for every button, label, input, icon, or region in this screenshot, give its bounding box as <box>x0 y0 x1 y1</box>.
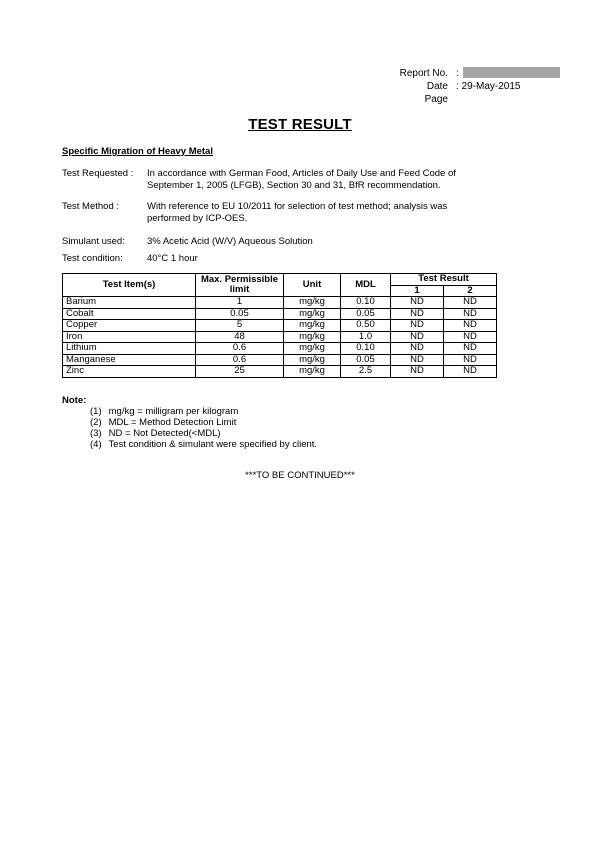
cell-limit: 5 <box>196 320 284 332</box>
cell-mdl: 0.05 <box>341 308 391 320</box>
to-be-continued: ***TO BE CONTINUED*** <box>245 470 355 481</box>
cell-item: Iron <box>63 331 196 343</box>
simulant-value: 3% Acetic Acid (W/V) Aqueous Solution <box>147 236 313 247</box>
date-label: Date <box>426 81 448 92</box>
note-item <box>90 406 317 417</box>
cell-item: Manganese <box>63 354 196 366</box>
cell-item: Cobalt <box>63 308 196 320</box>
page-title: TEST RESULT <box>248 116 352 133</box>
cell-item: Lithium <box>63 343 196 355</box>
test-requested-label: Test Requested : <box>62 168 134 179</box>
cell-limit: 0.05 <box>196 308 284 320</box>
header-test-item: Test Item(s) <box>63 274 196 297</box>
cell-result-2: ND <box>444 343 497 355</box>
note-text: ND = Not Detected(<MDL) <box>108 428 221 439</box>
cell-unit: mg/kg <box>284 331 341 343</box>
results-table <box>62 273 497 378</box>
cell-result-1: ND <box>391 308 444 320</box>
header-result-1: 1 <box>391 285 444 297</box>
test-requested-value: In accordance with German Food, Articles of Daily Use and Feed Code of September 1, 2005 (LFGB), Section 30 and 31, BfR recommendation. <box>147 168 456 191</box>
cell-mdl: 0.05 <box>341 354 391 366</box>
cell-limit: 0.6 <box>196 354 284 366</box>
report-no-value: : <box>456 68 459 79</box>
cell-result-1: ND <box>391 354 444 366</box>
note-number: (4) <box>90 439 102 450</box>
date-value: : 29-May-2015 <box>456 81 521 92</box>
table-row <box>63 343 497 355</box>
cell-limit: 25 <box>196 366 284 378</box>
cell-unit: mg/kg <box>284 343 341 355</box>
cell-mdl: 1.0 <box>341 331 391 343</box>
note-text: mg/kg = milligram per kilogram <box>108 406 239 417</box>
table-row <box>63 308 497 320</box>
note-number: (2) <box>90 417 102 428</box>
section-title: Specific Migration of Heavy Metal <box>62 146 213 157</box>
header-unit: Unit <box>284 274 341 297</box>
cell-unit: mg/kg <box>284 320 341 332</box>
cell-mdl: 0.50 <box>341 320 391 332</box>
test-condition-label: Test condition: <box>62 253 123 264</box>
cell-result-1: ND <box>391 297 444 309</box>
header-result-2: 2 <box>444 285 497 297</box>
note-number: (3) <box>90 428 102 439</box>
cell-result-1: ND <box>391 331 444 343</box>
cell-result-2: ND <box>444 297 497 309</box>
cell-item: Barium <box>63 297 196 309</box>
cell-limit: 1 <box>196 297 284 309</box>
note-text: Test condition & simulant were specified by client. <box>108 439 318 450</box>
note-number: (1) <box>90 406 102 417</box>
cell-mdl: 0.10 <box>341 343 391 355</box>
test-method-label: Test Method : <box>62 201 120 212</box>
table-row <box>63 320 497 332</box>
notes-list <box>90 406 317 450</box>
cell-result-1: ND <box>391 366 444 378</box>
test-condition-value: 40°C 1 hour <box>147 253 198 264</box>
cell-limit: 0.6 <box>196 343 284 355</box>
redacted-report-number <box>463 67 560 78</box>
cell-result-2: ND <box>444 354 497 366</box>
cell-limit: 48 <box>196 331 284 343</box>
cell-result-2: ND <box>444 331 497 343</box>
note-item <box>90 417 317 428</box>
note-item <box>90 439 317 450</box>
cell-result-2: ND <box>444 308 497 320</box>
cell-mdl: 2.5 <box>341 366 391 378</box>
header-max-limit: Max. Permissible limit <box>196 274 284 297</box>
cell-result-1: ND <box>391 320 444 332</box>
cell-unit: mg/kg <box>284 366 341 378</box>
cell-result-1: ND <box>391 343 444 355</box>
page-label: Page <box>424 94 448 105</box>
test-method-value: With reference to EU 10/2011 for selection of test method; analysis was performed by ICP-OES. <box>147 201 448 224</box>
table-row <box>63 354 497 366</box>
simulant-label: Simulant used: <box>62 236 125 247</box>
note-text: MDL = Method Detection Limit <box>108 417 237 428</box>
cell-result-2: ND <box>444 320 497 332</box>
cell-item: Copper <box>63 320 196 332</box>
cell-mdl: 0.10 <box>341 297 391 309</box>
header-test-result: Test Result <box>391 274 497 286</box>
note-title: Note: <box>62 395 87 406</box>
cell-unit: mg/kg <box>284 308 341 320</box>
cell-unit: mg/kg <box>284 297 341 309</box>
cell-unit: mg/kg <box>284 354 341 366</box>
header-mdl: MDL <box>341 274 391 297</box>
table-row <box>63 366 497 378</box>
note-item <box>90 428 317 439</box>
table-row <box>63 297 497 309</box>
cell-item: Zinc <box>63 366 196 378</box>
table-row <box>63 331 497 343</box>
report-no-label: Report No. <box>399 68 448 79</box>
cell-result-2: ND <box>444 366 497 378</box>
